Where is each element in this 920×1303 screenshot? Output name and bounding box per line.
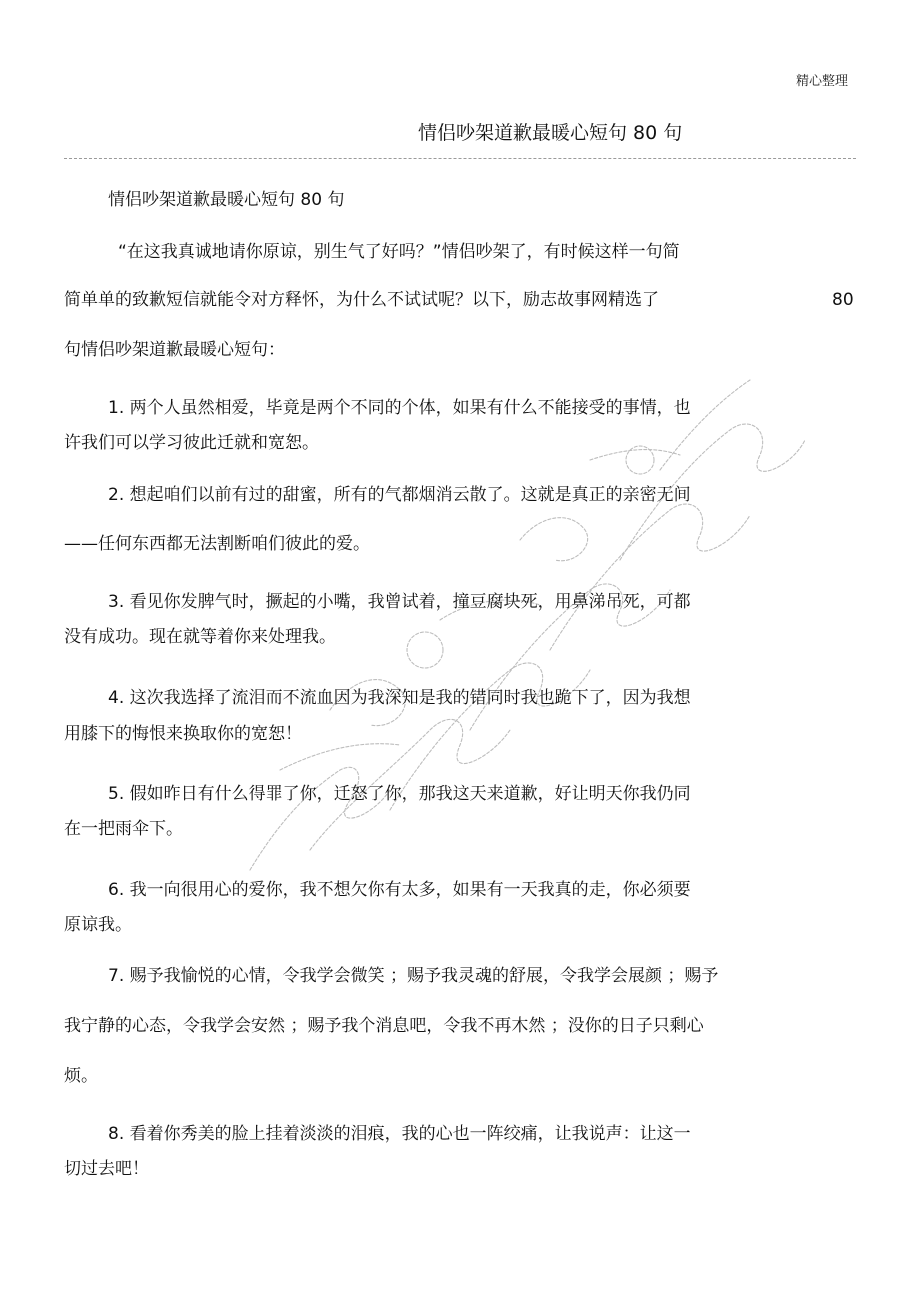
item-line: 4. 这次我选择了流泪而不流血因为我深知是我的错同时我也跪下了，因为我想 [108,688,691,708]
item-line: ——任何东西都无法割断咱们彼此的爱。 [64,534,370,554]
intro-line: 简单单的致歉短信就能令对方释怀，为什么不试试呢？以下，励志故事网精选了 [64,290,659,310]
item-line: 7. 赐予我愉悦的心情，令我学会微笑 ；赐予我灵魂的舒展，令我学会展颜 ；赐予 [108,966,719,986]
item-line: 1. 两个人虽然相爱，毕竟是两个不同的个体，如果有什么不能接受的事情，也 [108,398,691,418]
item-line: 3. 看见你发脾气时，撅起的小嘴，我曾试着，撞豆腐块死，用鼻涕吊死，可都 [108,592,691,612]
intro-line: “在这我真诚地请你原谅，别生气了好吗？”情侣吵架了，有时候这样一句简 [118,242,680,262]
item-line: 8. 看着你秀美的脸上挂着淡淡的泪痕，我的心也一阵绞痛，让我说声：让这一 [108,1124,691,1144]
item-line: 原谅我。 [64,915,132,935]
item-line: 在一把雨伞下。 [64,819,183,839]
item-line: 6. 我一向很用心的爱你，我不想欠你有太多，如果有一天我真的走，你必须要 [108,880,691,900]
header-divider [64,158,856,159]
intro-number: 80 [832,290,854,310]
item-line: 5. 假如昨日有什么得罪了你，迁怒了你，那我这天来道歉，好让明天你我仍同 [108,784,691,804]
item-line: 切过去吧！ [64,1159,149,1179]
subtitle: 情侣吵架道歉最暖心短句 80 句 [108,190,345,210]
item-line: 没有成功。现在就等着你来处理我。 [64,627,336,647]
item-line: 我宁静的心态，令我学会安然 ；赐予我个消息吧，令我不再木然 ；没你的日子只剩心 [64,1016,704,1036]
item-line: 用膝下的悔恨来换取你的宽恕！ [64,724,302,744]
document-title: 情侣吵架道歉最暖心短句 80 句 [418,122,683,144]
item-line: 烦。 [64,1066,98,1086]
header-mark: 精心整理 [795,74,848,89]
intro-line: 句情侣吵架道歉最暖心短句： [64,340,285,360]
item-line: 许我们可以学习彼此迁就和宽恕。 [64,433,319,453]
item-line: 2. 想起咱们以前有过的甜蜜，所有的气都烟消云散了。这就是真正的亲密无间 [108,485,691,505]
